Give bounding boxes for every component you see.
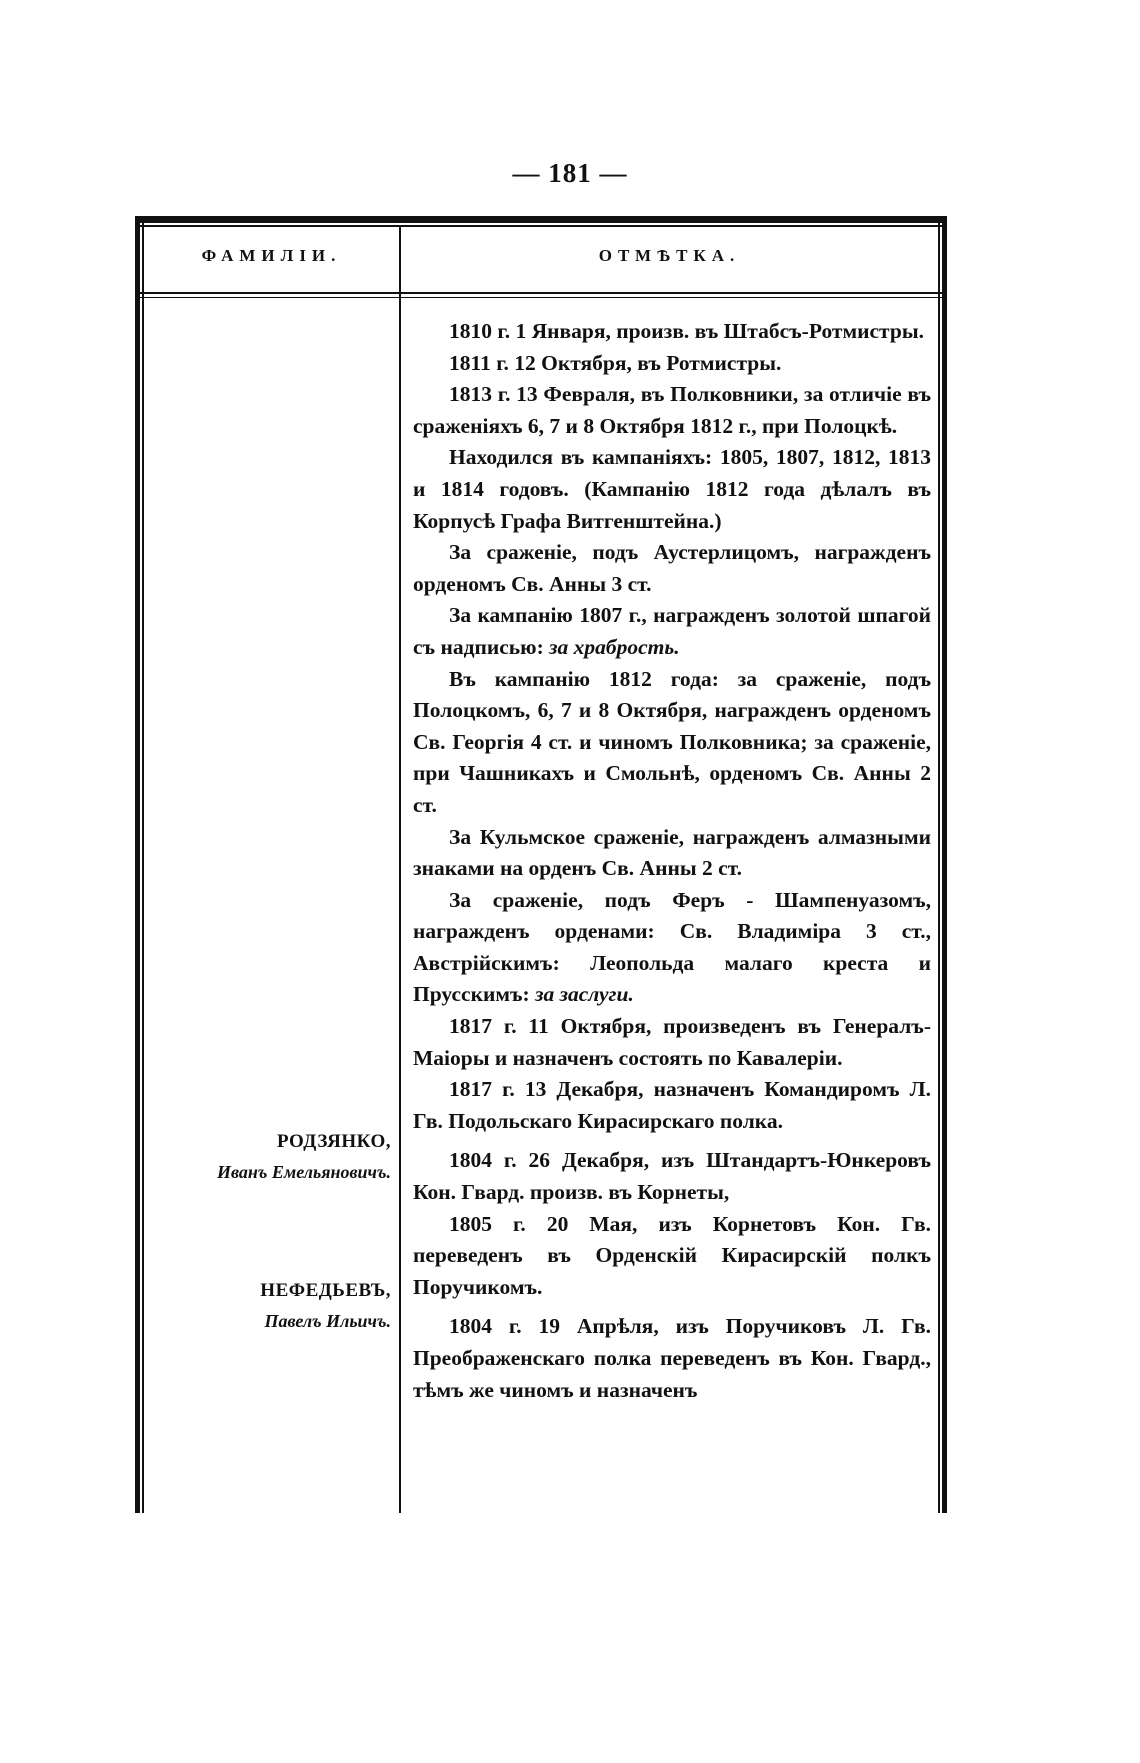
header-rule: [135, 292, 947, 294]
frame-border-top: [135, 216, 947, 223]
note-italic: за заслуги.: [535, 982, 634, 1007]
note-paragraph: За Кульмское сраженіе, награжденъ алмазными знаками на орденъ Св. Анны 2 ст.: [413, 824, 931, 881]
note-paragraph: 1813 г. 13 Февраля, въ Полковники, за отличіе въ сраженіяхъ 6, 7 и 8 Октября 1812 г., при Полоцкѣ.: [413, 382, 931, 438]
surname: НЕФЕДЬЕВЪ,: [260, 1280, 391, 1301]
note-paragraph: Находился въ кампаніяхъ: 1805, 1807, 1812, 1813 и 1814 годовъ. (Кампанію 1812 года дѣлалъ въ Корпусѣ Графа Витгенштейна.): [413, 445, 931, 533]
header-surnames: ФАМИЛІИ.: [201, 246, 342, 265]
note-paragraph: 1817 г. 13 Декабря, назначенъ Командиромъ Л. Гв. Подольскаго Кирасирскаго полка.: [413, 1077, 931, 1133]
column-divider: [399, 225, 401, 1513]
note-paragraph: [413, 885, 931, 1011]
header-rule-inner: [135, 297, 947, 298]
note-paragraph: За сраженіе, подъ Аустерлицомъ, награжденъ орденомъ Св. Анны 3 ст.: [413, 540, 931, 596]
note-text: За сраженіе, подъ Феръ - Шампенуазомъ, награжденъ орденами: Св. Владиміра 3 ст., Австрійскимъ: Леопольда малаго креста и Прусскимъ:: [413, 887, 931, 1007]
page-number: — 181 —: [512, 158, 628, 188]
note-paragraph: 1804 г. 26 Декабря, изъ Штандартъ-Юнкеровъ Кон. Гвард. произв. въ Корнеты,: [413, 1148, 931, 1205]
note-paragraph: 1805 г. 20 Мая, изъ Корнетовъ Кон. Гв. переведенъ въ Орденскій Кирасирскій полкъ Поручикомъ.: [413, 1211, 931, 1299]
note-text: За кампанію 1807 г., награжденъ золотой шпагой съ надписью:: [413, 603, 931, 659]
given-name: Павелъ Ильичъ.: [264, 1311, 391, 1331]
frame-border-top-inner: [135, 225, 947, 227]
given-name: Иванъ Емельяновичъ.: [217, 1162, 391, 1182]
note-italic: за храбрость.: [549, 634, 680, 659]
note-paragraph: 1804 г. 19 Апрѣля, изъ Поручиковъ Л. Гв. Преображенскаго полка переведенъ въ Кон. Гвард., тѣмъ же чиномъ и назначенъ: [413, 1314, 931, 1402]
header-notes: ОТМѢТКА.: [598, 246, 741, 265]
frame-border-right: [942, 216, 947, 1513]
note-paragraph: Въ кампанію 1812 года: за сраженіе, подъ Полоцкомъ, 6, 7 и 8 Октября, награжденъ орденомъ Св. Георгія 4 ст. и чиномъ Полковника; за сраженіе, при Чашникахъ и Смольнѣ, орденомъ Св. Анны 2 ст.: [413, 666, 931, 817]
note-paragraph: 1817 г. 11 Октября, произведенъ въ Генералъ-Маіоры и назначенъ состоять по Кавалеріи.: [413, 1014, 931, 1070]
record-table: [135, 216, 947, 1513]
person-nefedyev: [153, 1276, 391, 1336]
note-paragraph: [413, 600, 931, 663]
person-rodzyanko: [153, 1127, 391, 1187]
frame-border-right-inner: [938, 216, 940, 1513]
frame-border-left-inner: [142, 216, 144, 1513]
note-paragraph: 1811 г. 12 Октября, въ Ротмистры.: [449, 350, 782, 375]
note-paragraph: 1810 г. 1 Января, произв. въ Штабсъ-Ротмистры.: [449, 319, 924, 343]
notes-column: [413, 316, 931, 1406]
surname: РОДЗЯНКО,: [276, 1131, 391, 1152]
frame-border-left: [135, 216, 140, 1513]
